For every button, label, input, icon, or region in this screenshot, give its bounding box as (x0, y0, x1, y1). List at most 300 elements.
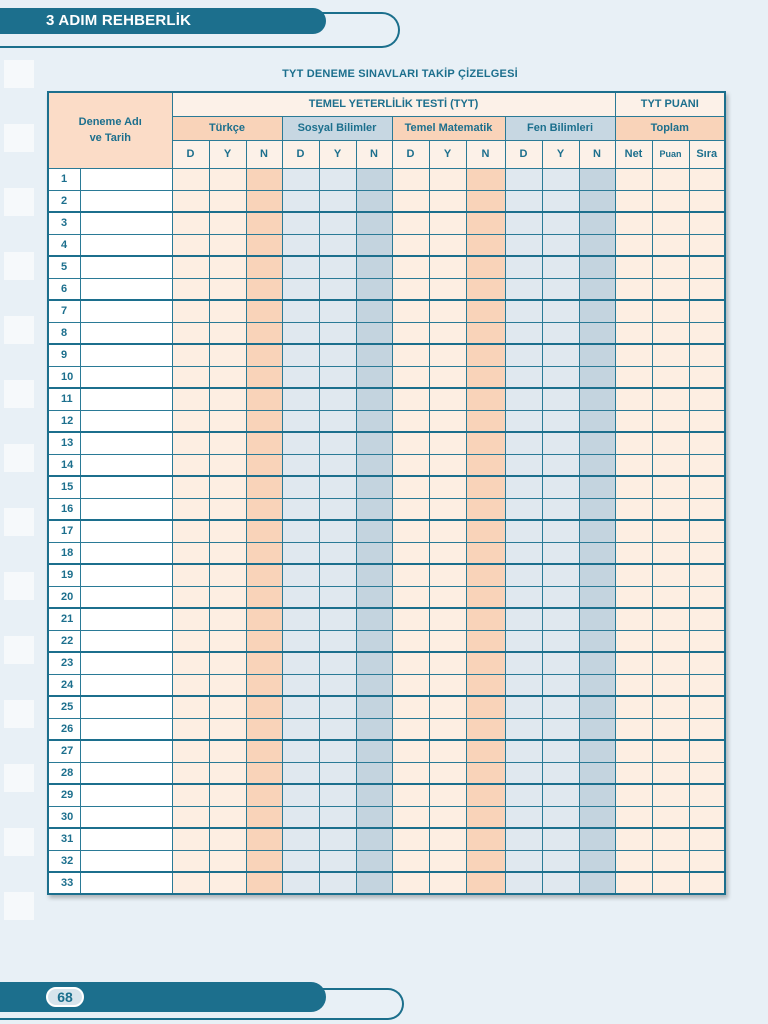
score-cell[interactable] (246, 366, 282, 388)
score-cell[interactable] (615, 520, 652, 542)
score-cell[interactable] (689, 366, 725, 388)
score-cell[interactable] (246, 300, 282, 322)
score-cell[interactable] (466, 256, 505, 278)
score-cell[interactable] (319, 212, 356, 234)
deneme-name-cell[interactable] (80, 366, 172, 388)
score-cell[interactable] (209, 586, 246, 608)
score-cell[interactable] (652, 696, 689, 718)
deneme-name-cell[interactable] (80, 322, 172, 344)
score-cell[interactable] (429, 366, 466, 388)
score-cell[interactable] (209, 740, 246, 762)
score-cell[interactable] (172, 784, 209, 806)
score-cell[interactable] (392, 542, 429, 564)
score-cell[interactable] (282, 344, 319, 366)
score-cell[interactable] (209, 564, 246, 586)
score-cell[interactable] (429, 696, 466, 718)
score-cell[interactable] (356, 322, 392, 344)
score-cell[interactable] (579, 498, 615, 520)
score-cell[interactable] (392, 190, 429, 212)
score-cell[interactable] (505, 212, 542, 234)
score-cell[interactable] (172, 762, 209, 784)
score-cell[interactable] (505, 410, 542, 432)
score-cell[interactable] (172, 520, 209, 542)
score-cell[interactable] (209, 542, 246, 564)
score-cell[interactable] (392, 212, 429, 234)
score-cell[interactable] (652, 432, 689, 454)
score-cell[interactable] (392, 652, 429, 674)
score-cell[interactable] (246, 454, 282, 476)
score-cell[interactable] (579, 608, 615, 630)
score-cell[interactable] (615, 410, 652, 432)
score-cell[interactable] (319, 740, 356, 762)
score-cell[interactable] (542, 322, 579, 344)
score-cell[interactable] (542, 740, 579, 762)
score-cell[interactable] (689, 344, 725, 366)
score-cell[interactable] (579, 190, 615, 212)
score-cell[interactable] (689, 388, 725, 410)
deneme-name-cell[interactable] (80, 168, 172, 190)
score-cell[interactable] (579, 652, 615, 674)
score-cell[interactable] (689, 652, 725, 674)
score-cell[interactable] (356, 454, 392, 476)
score-cell[interactable] (542, 388, 579, 410)
deneme-name-cell[interactable] (80, 520, 172, 542)
score-cell[interactable] (282, 828, 319, 850)
score-cell[interactable] (429, 828, 466, 850)
score-cell[interactable] (429, 344, 466, 366)
score-cell[interactable] (615, 256, 652, 278)
deneme-name-cell[interactable] (80, 740, 172, 762)
score-cell[interactable] (429, 432, 466, 454)
score-cell[interactable] (689, 586, 725, 608)
score-cell[interactable] (209, 388, 246, 410)
score-cell[interactable] (209, 366, 246, 388)
score-cell[interactable] (466, 278, 505, 300)
score-cell[interactable] (615, 344, 652, 366)
deneme-name-cell[interactable] (80, 542, 172, 564)
score-cell[interactable] (579, 828, 615, 850)
score-cell[interactable] (579, 168, 615, 190)
score-cell[interactable] (209, 718, 246, 740)
score-cell[interactable] (505, 586, 542, 608)
score-cell[interactable] (689, 740, 725, 762)
score-cell[interactable] (209, 850, 246, 872)
score-cell[interactable] (319, 520, 356, 542)
score-cell[interactable] (466, 234, 505, 256)
score-cell[interactable] (505, 674, 542, 696)
score-cell[interactable] (356, 630, 392, 652)
score-cell[interactable] (466, 762, 505, 784)
score-cell[interactable] (652, 850, 689, 872)
score-cell[interactable] (505, 630, 542, 652)
score-cell[interactable] (466, 652, 505, 674)
score-cell[interactable] (542, 608, 579, 630)
score-cell[interactable] (429, 476, 466, 498)
score-cell[interactable] (579, 256, 615, 278)
score-cell[interactable] (505, 564, 542, 586)
score-cell[interactable] (689, 278, 725, 300)
score-cell[interactable] (282, 850, 319, 872)
score-cell[interactable] (392, 322, 429, 344)
score-cell[interactable] (429, 872, 466, 894)
score-cell[interactable] (429, 850, 466, 872)
score-cell[interactable] (466, 696, 505, 718)
score-cell[interactable] (652, 278, 689, 300)
score-cell[interactable] (652, 718, 689, 740)
deneme-name-cell[interactable] (80, 432, 172, 454)
score-cell[interactable] (689, 828, 725, 850)
score-cell[interactable] (392, 696, 429, 718)
score-cell[interactable] (466, 828, 505, 850)
score-cell[interactable] (209, 278, 246, 300)
score-cell[interactable] (689, 674, 725, 696)
score-cell[interactable] (579, 520, 615, 542)
score-cell[interactable] (356, 234, 392, 256)
score-cell[interactable] (429, 784, 466, 806)
score-cell[interactable] (282, 762, 319, 784)
score-cell[interactable] (172, 564, 209, 586)
score-cell[interactable] (282, 674, 319, 696)
score-cell[interactable] (282, 256, 319, 278)
score-cell[interactable] (319, 806, 356, 828)
score-cell[interactable] (172, 476, 209, 498)
score-cell[interactable] (172, 410, 209, 432)
score-cell[interactable] (542, 696, 579, 718)
score-cell[interactable] (542, 784, 579, 806)
score-cell[interactable] (615, 498, 652, 520)
score-cell[interactable] (172, 432, 209, 454)
score-cell[interactable] (246, 652, 282, 674)
score-cell[interactable] (615, 740, 652, 762)
score-cell[interactable] (392, 850, 429, 872)
score-cell[interactable] (356, 498, 392, 520)
score-cell[interactable] (542, 498, 579, 520)
score-cell[interactable] (689, 872, 725, 894)
score-cell[interactable] (392, 234, 429, 256)
score-cell[interactable] (429, 762, 466, 784)
score-cell[interactable] (466, 388, 505, 410)
deneme-name-cell[interactable] (80, 344, 172, 366)
score-cell[interactable] (542, 410, 579, 432)
score-cell[interactable] (282, 520, 319, 542)
deneme-name-cell[interactable] (80, 630, 172, 652)
score-cell[interactable] (505, 278, 542, 300)
score-cell[interactable] (209, 454, 246, 476)
deneme-name-cell[interactable] (80, 212, 172, 234)
score-cell[interactable] (542, 454, 579, 476)
deneme-name-cell[interactable] (80, 410, 172, 432)
score-cell[interactable] (172, 652, 209, 674)
score-cell[interactable] (505, 608, 542, 630)
deneme-name-cell[interactable] (80, 564, 172, 586)
score-cell[interactable] (689, 564, 725, 586)
score-cell[interactable] (652, 652, 689, 674)
score-cell[interactable] (652, 344, 689, 366)
score-cell[interactable] (689, 168, 725, 190)
score-cell[interactable] (615, 806, 652, 828)
score-cell[interactable] (652, 784, 689, 806)
score-cell[interactable] (392, 564, 429, 586)
score-cell[interactable] (689, 806, 725, 828)
score-cell[interactable] (356, 476, 392, 498)
score-cell[interactable] (615, 630, 652, 652)
score-cell[interactable] (209, 234, 246, 256)
score-cell[interactable] (542, 476, 579, 498)
score-cell[interactable] (505, 806, 542, 828)
score-cell[interactable] (689, 718, 725, 740)
score-cell[interactable] (172, 740, 209, 762)
score-cell[interactable] (172, 366, 209, 388)
score-cell[interactable] (209, 498, 246, 520)
score-cell[interactable] (466, 212, 505, 234)
score-cell[interactable] (209, 762, 246, 784)
score-cell[interactable] (689, 234, 725, 256)
score-cell[interactable] (542, 366, 579, 388)
score-cell[interactable] (319, 696, 356, 718)
score-cell[interactable] (356, 212, 392, 234)
score-cell[interactable] (652, 454, 689, 476)
score-cell[interactable] (505, 322, 542, 344)
score-cell[interactable] (172, 498, 209, 520)
score-cell[interactable] (246, 520, 282, 542)
score-cell[interactable] (615, 212, 652, 234)
score-cell[interactable] (652, 300, 689, 322)
score-cell[interactable] (615, 234, 652, 256)
score-cell[interactable] (505, 784, 542, 806)
deneme-name-cell[interactable] (80, 652, 172, 674)
score-cell[interactable] (172, 344, 209, 366)
score-cell[interactable] (429, 256, 466, 278)
score-cell[interactable] (319, 256, 356, 278)
score-cell[interactable] (392, 740, 429, 762)
score-cell[interactable] (615, 828, 652, 850)
score-cell[interactable] (392, 828, 429, 850)
score-cell[interactable] (505, 718, 542, 740)
score-cell[interactable] (505, 256, 542, 278)
score-cell[interactable] (542, 674, 579, 696)
score-cell[interactable] (466, 784, 505, 806)
score-cell[interactable] (246, 696, 282, 718)
deneme-name-cell[interactable] (80, 300, 172, 322)
score-cell[interactable] (466, 454, 505, 476)
score-cell[interactable] (652, 234, 689, 256)
score-cell[interactable] (356, 784, 392, 806)
score-cell[interactable] (466, 586, 505, 608)
deneme-name-cell[interactable] (80, 718, 172, 740)
deneme-name-cell[interactable] (80, 784, 172, 806)
score-cell[interactable] (466, 850, 505, 872)
score-cell[interactable] (466, 718, 505, 740)
score-cell[interactable] (652, 674, 689, 696)
score-cell[interactable] (282, 476, 319, 498)
score-cell[interactable] (356, 718, 392, 740)
score-cell[interactable] (689, 454, 725, 476)
score-cell[interactable] (652, 762, 689, 784)
score-cell[interactable] (579, 344, 615, 366)
score-cell[interactable] (282, 608, 319, 630)
score-cell[interactable] (392, 476, 429, 498)
deneme-name-cell[interactable] (80, 850, 172, 872)
score-cell[interactable] (356, 608, 392, 630)
score-cell[interactable] (615, 454, 652, 476)
score-cell[interactable] (392, 586, 429, 608)
score-cell[interactable] (429, 168, 466, 190)
score-cell[interactable] (172, 872, 209, 894)
score-cell[interactable] (172, 190, 209, 212)
score-cell[interactable] (172, 828, 209, 850)
score-cell[interactable] (542, 300, 579, 322)
score-cell[interactable] (505, 344, 542, 366)
score-cell[interactable] (689, 784, 725, 806)
score-cell[interactable] (319, 564, 356, 586)
deneme-name-cell[interactable] (80, 674, 172, 696)
score-cell[interactable] (246, 322, 282, 344)
score-cell[interactable] (392, 674, 429, 696)
score-cell[interactable] (356, 542, 392, 564)
score-cell[interactable] (615, 696, 652, 718)
score-cell[interactable] (356, 300, 392, 322)
score-cell[interactable] (319, 366, 356, 388)
score-cell[interactable] (172, 388, 209, 410)
score-cell[interactable] (429, 674, 466, 696)
score-cell[interactable] (689, 542, 725, 564)
score-cell[interactable] (689, 762, 725, 784)
score-cell[interactable] (172, 718, 209, 740)
score-cell[interactable] (579, 586, 615, 608)
score-cell[interactable] (319, 344, 356, 366)
score-cell[interactable] (282, 388, 319, 410)
score-cell[interactable] (505, 740, 542, 762)
score-cell[interactable] (282, 278, 319, 300)
score-cell[interactable] (392, 388, 429, 410)
deneme-name-cell[interactable] (80, 696, 172, 718)
score-cell[interactable] (689, 696, 725, 718)
score-cell[interactable] (356, 872, 392, 894)
score-cell[interactable] (319, 674, 356, 696)
score-cell[interactable] (466, 520, 505, 542)
score-cell[interactable] (356, 828, 392, 850)
score-cell[interactable] (356, 674, 392, 696)
score-cell[interactable] (542, 344, 579, 366)
score-cell[interactable] (392, 410, 429, 432)
score-cell[interactable] (282, 410, 319, 432)
score-cell[interactable] (246, 278, 282, 300)
score-cell[interactable] (615, 718, 652, 740)
score-cell[interactable] (505, 520, 542, 542)
score-cell[interactable] (392, 718, 429, 740)
score-cell[interactable] (429, 190, 466, 212)
score-cell[interactable] (246, 190, 282, 212)
score-cell[interactable] (429, 520, 466, 542)
score-cell[interactable] (542, 278, 579, 300)
deneme-name-cell[interactable] (80, 454, 172, 476)
score-cell[interactable] (579, 718, 615, 740)
score-cell[interactable] (282, 542, 319, 564)
score-cell[interactable] (282, 740, 319, 762)
score-cell[interactable] (652, 256, 689, 278)
score-cell[interactable] (466, 740, 505, 762)
score-cell[interactable] (652, 630, 689, 652)
score-cell[interactable] (172, 454, 209, 476)
deneme-name-cell[interactable] (80, 608, 172, 630)
deneme-name-cell[interactable] (80, 498, 172, 520)
deneme-name-cell[interactable] (80, 586, 172, 608)
score-cell[interactable] (246, 872, 282, 894)
score-cell[interactable] (466, 410, 505, 432)
score-cell[interactable] (615, 476, 652, 498)
score-cell[interactable] (392, 256, 429, 278)
deneme-name-cell[interactable] (80, 190, 172, 212)
score-cell[interactable] (542, 190, 579, 212)
score-cell[interactable] (466, 190, 505, 212)
score-cell[interactable] (652, 212, 689, 234)
score-cell[interactable] (246, 542, 282, 564)
score-cell[interactable] (319, 630, 356, 652)
score-cell[interactable] (282, 454, 319, 476)
score-cell[interactable] (652, 542, 689, 564)
score-cell[interactable] (689, 322, 725, 344)
score-cell[interactable] (579, 674, 615, 696)
score-cell[interactable] (466, 476, 505, 498)
score-cell[interactable] (356, 762, 392, 784)
score-cell[interactable] (429, 806, 466, 828)
score-cell[interactable] (429, 234, 466, 256)
score-cell[interactable] (392, 784, 429, 806)
score-cell[interactable] (615, 300, 652, 322)
score-cell[interactable] (429, 212, 466, 234)
score-cell[interactable] (319, 234, 356, 256)
score-cell[interactable] (652, 564, 689, 586)
score-cell[interactable] (209, 608, 246, 630)
score-cell[interactable] (652, 608, 689, 630)
score-cell[interactable] (319, 850, 356, 872)
score-cell[interactable] (392, 806, 429, 828)
score-cell[interactable] (172, 542, 209, 564)
score-cell[interactable] (429, 410, 466, 432)
score-cell[interactable] (505, 454, 542, 476)
score-cell[interactable] (689, 498, 725, 520)
score-cell[interactable] (172, 806, 209, 828)
score-cell[interactable] (652, 806, 689, 828)
score-cell[interactable] (356, 256, 392, 278)
score-cell[interactable] (542, 520, 579, 542)
score-cell[interactable] (542, 234, 579, 256)
score-cell[interactable] (429, 740, 466, 762)
score-cell[interactable] (579, 542, 615, 564)
score-cell[interactable] (209, 256, 246, 278)
score-cell[interactable] (319, 190, 356, 212)
score-cell[interactable] (209, 168, 246, 190)
score-cell[interactable] (689, 520, 725, 542)
score-cell[interactable] (282, 190, 319, 212)
score-cell[interactable] (356, 564, 392, 586)
score-cell[interactable] (319, 872, 356, 894)
score-cell[interactable] (615, 278, 652, 300)
score-cell[interactable] (505, 828, 542, 850)
score-cell[interactable] (246, 762, 282, 784)
score-cell[interactable] (579, 762, 615, 784)
score-cell[interactable] (246, 806, 282, 828)
score-cell[interactable] (209, 300, 246, 322)
score-cell[interactable] (689, 608, 725, 630)
score-cell[interactable] (392, 432, 429, 454)
score-cell[interactable] (209, 784, 246, 806)
score-cell[interactable] (282, 322, 319, 344)
score-cell[interactable] (319, 388, 356, 410)
score-cell[interactable] (505, 476, 542, 498)
score-cell[interactable] (246, 168, 282, 190)
score-cell[interactable] (246, 674, 282, 696)
